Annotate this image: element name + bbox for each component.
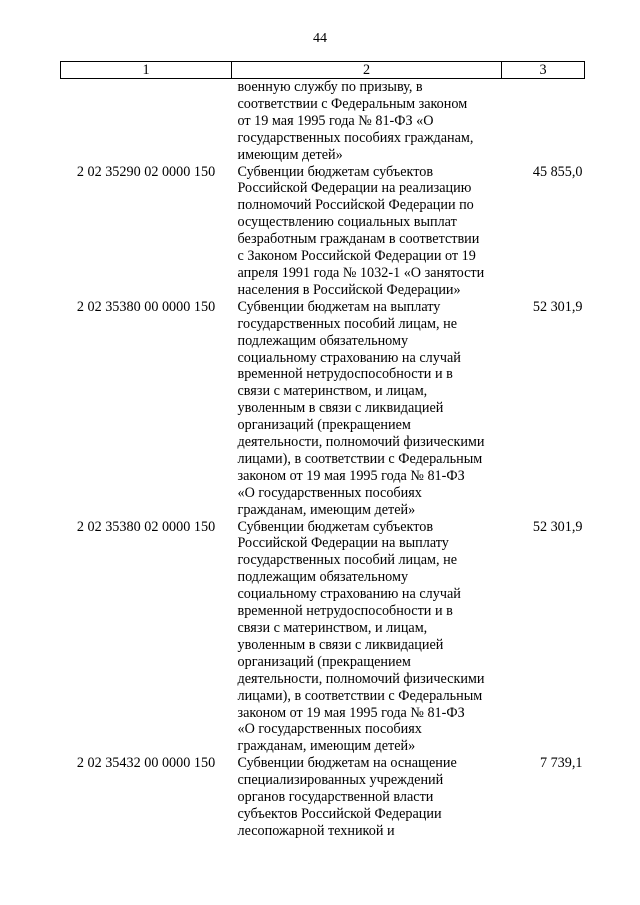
row-amount: 45 855,0 [532, 163, 583, 180]
page-number: 44 [313, 31, 327, 46]
table-row [61, 519, 585, 756]
column-header-amount: 3 [502, 62, 585, 79]
row-code [61, 79, 232, 164]
row-description: Субвенции бюджетам субъектов Российской Федерации на реализацию полномочий Российской Федерации по осуществлению социальных выплат безработным гражданам в соответствии с Законом Российской Федерации от 19 апреля 1991 года № 1032-1 «О занятости населения в Российской Федерации» [237, 163, 485, 298]
row-code: 2 02 35380 00 0000 150 [76, 298, 216, 315]
row-description: военную службу по призыву, в соответствии с Федеральным законом от 19 мая 1995 года № 81-ФЗ «О государственных пособиях гражданам, имеющим детей» [237, 79, 474, 163]
row-amount [502, 79, 585, 164]
row-amount: 7 739,1 [539, 755, 583, 772]
row-code: 2 02 35432 00 0000 150 [76, 755, 216, 772]
row-description: Субвенции бюджетам субъектов Российской Федерации на выплату государственных пособий лицам, не подлежащим обязательному социальному страхованию на случай временной нетрудоспособности и в связи с материнством, и лицам, уволенным в связи с ликвидацией организаций (прекращением деятельности, полномочий физическими лицами), в соответствии с Федеральным законом от 19 мая 1995 года № 81-ФЗ «О государственных пособиях гражданам, имеющим детей» [237, 518, 485, 755]
table-row [61, 299, 585, 519]
table-row [61, 755, 585, 840]
column-header-description: 2 [232, 62, 502, 79]
row-description: Субвенции бюджетам на оснащение специализированных учреждений органов государственной власти субъектов Российской Федерации лесопожарной техникой и [237, 755, 457, 839]
table-row [61, 79, 585, 164]
row-code: 2 02 35380 02 0000 150 [76, 518, 216, 535]
row-description: Субвенции бюджетам на выплату государственных пособий лицам, не подлежащим обязательному социальному страхованию на случай временной нетрудоспособности и в связи с материнством, и лицам, уволенным в связи с ликвидацией организаций (прекращением деятельности, полномочий физическими лицами), в соответствии с Федеральным законом от 19 мая 1995 года № 81-ФЗ «О государственных пособиях гражданам, имеющим детей» [237, 298, 485, 518]
column-header-code: 1 [61, 62, 232, 79]
budget-table [60, 61, 585, 840]
row-amount: 52 301,9 [532, 298, 583, 315]
row-amount: 52 301,9 [532, 518, 583, 535]
table-header-row [61, 62, 585, 79]
table-row [61, 164, 585, 299]
row-code: 2 02 35290 02 0000 150 [76, 163, 216, 180]
